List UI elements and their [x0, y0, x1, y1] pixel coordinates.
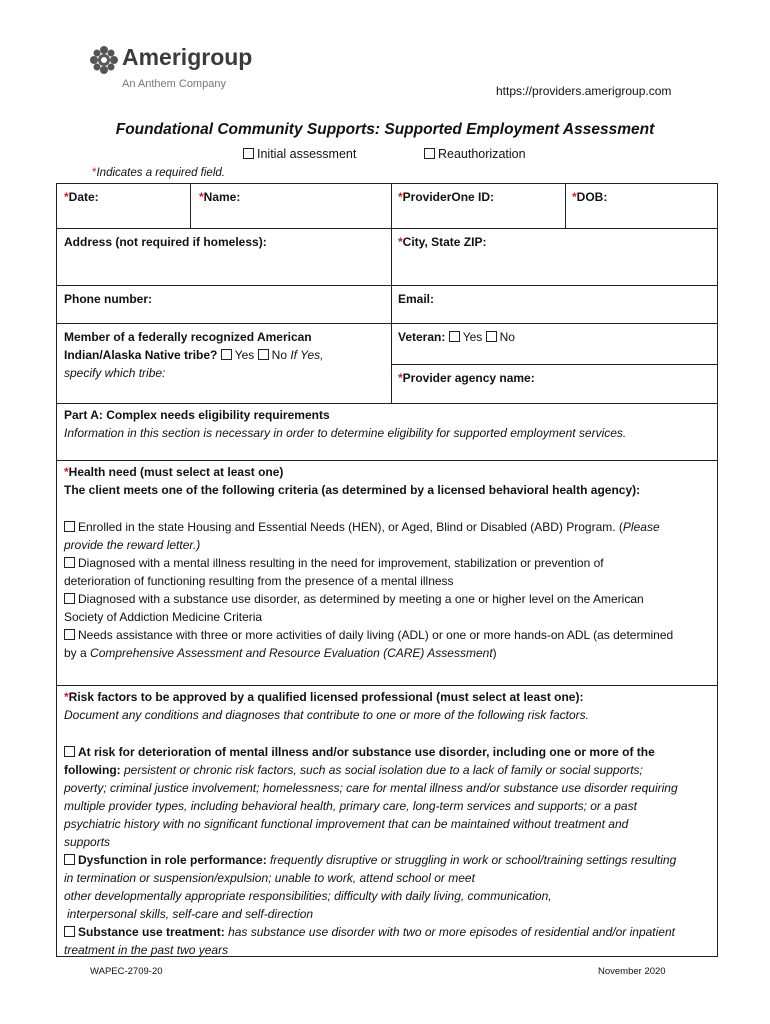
page-title: Foundational Community Supports: Supported Employment Assessment [115, 121, 655, 138]
risk-option-2[interactable]: Dysfunction in role performance: frequently disruptive or struggling in work or school/training settings resulting [64, 851, 716, 869]
checkbox[interactable] [424, 148, 435, 159]
veteran-yes-checkbox[interactable] [449, 331, 460, 342]
checkbox[interactable] [64, 629, 75, 640]
dob-field[interactable]: *DOB: [572, 190, 608, 204]
assessment-form [56, 183, 718, 957]
reauthorization-option[interactable]: Reauthorization [424, 147, 526, 161]
risk-note: Document any conditions and diagnoses that contribute to one or more of the following risk factors. [64, 708, 589, 722]
brand-name: Amerigroup [122, 44, 253, 70]
form-code: WAPEC-2709-20 [90, 966, 163, 977]
checkbox[interactable] [64, 746, 75, 757]
checkbox[interactable] [64, 521, 75, 532]
tribe-yes-checkbox[interactable] [221, 349, 232, 360]
health-option-1[interactable]: Enrolled in the state Housing and Essential Needs (HEN), or Aged, Blind or Disabled (ABD) Program. (Please [64, 518, 716, 536]
initial-assessment-option[interactable]: Initial assessment [243, 147, 356, 161]
provider-one-id-field[interactable]: *ProviderOne ID: [398, 190, 495, 204]
required-note: *Indicates a required field. [92, 167, 225, 179]
name-field[interactable]: *Name: [199, 190, 241, 204]
gear-flower-logo-icon [90, 46, 118, 74]
checkbox[interactable] [64, 593, 75, 604]
brand-tagline: An Anthem Company [122, 78, 226, 90]
form-date: November 2020 [598, 966, 666, 977]
risk-option-1[interactable]: At risk for deterioration of mental illness and/or substance use disorder, including one or more of the [64, 743, 716, 761]
tribe-no-checkbox[interactable] [258, 349, 269, 360]
health-need-section: *Health need (must select at least one) The client meets one of the following criteria (as determined by a licensed behavioral health agency): Enrolled in the state Housing and Essential Needs (HEN), or Aged, Blind or Disabled (ABD) Program. (Please provide the reward letter.) Diagnosed with a mental illness resulting in the need for improvement, stabilization or prevention of deterioration of functioning resulting from the presence of a mental illness Diagnosed with a substance use disorder, as determined by meeting a one or higher level on the American Society of Addiction Medicine Criteria Needs assistance with three or more activities of daily living (ADL) or one or more hands-on ADL (as determined by a Comprehensive Assessment and Resource Evaluation (CARE) Assessment) [64, 463, 716, 662]
phone-field[interactable]: Phone number: [64, 292, 153, 306]
checkbox[interactable] [64, 926, 75, 937]
checkbox[interactable] [243, 148, 254, 159]
address-field[interactable]: Address (not required if homeless): [64, 235, 267, 249]
veteran-no-checkbox[interactable] [486, 331, 497, 342]
health-option-2[interactable]: Diagnosed with a mental illness resulting in the need for improvement, stabilization or prevention of [64, 554, 716, 572]
date-field[interactable]: *Date: [64, 190, 99, 204]
email-field[interactable]: Email: [398, 292, 435, 306]
checkbox[interactable] [64, 854, 75, 865]
risk-factors-section: *Risk factors to be approved by a qualified licensed professional (must select at least one): Document any conditions and diagnoses that contribute to one or more of the following risk factors. At risk for deterioration of mental illness and/or substance use disorder, including one or more of the following: persistent or chronic risk factors, such as social isolation due to a lack of family or social supports; poverty; criminal justice involvement; homelessness; care for mental illness and/or substance use disorder requiring multiple provider types, including behavioral health, primary care, long-term services and supports; or a past psychiatric history with no significant functional improvement that can be maintained without treatment and supports Dysfunction in role performance: frequently disruptive or struggling in work or school/training settings resulting in termination or suspension/expulsion; unable to work, attend school or meet other developmentally appropriate responsibilities; difficulty with daily living, communication, interpersonal skills, self-care and self-direction Substance use treatment: has substance use disorder with two or more episodes of residential and/or inpatient treatment in the past two years [64, 688, 716, 959]
tribe-question: Member of a federally recognized American Indian/Alaska Native tribe? Yes No If Yes, specify which tribe: [64, 330, 324, 380]
header-url[interactable]: https://providers.amerigroup.com [496, 84, 672, 98]
part-a-note: Information in this section is necessary in order to determine eligibility for supported employment services. [64, 426, 627, 440]
part-a-title: Part A: Complex needs eligibility requirements [64, 408, 330, 422]
health-option-4[interactable]: Needs assistance with three or more activities of daily living (ADL) or one or more hands-on ADL (as determined [64, 626, 716, 644]
health-need-title: Health need (must select at least one) [68, 465, 284, 479]
veteran-field: Veteran: Yes No [398, 330, 515, 344]
risk-title: Risk factors to be approved by a qualified licensed professional (must select at least one): [68, 690, 584, 704]
health-option-3[interactable]: Diagnosed with a substance use disorder, as determined by meeting a one or higher level on the American [64, 590, 716, 608]
health-need-intro: The client meets one of the following criteria (as determined by a licensed behavioral health agency): [64, 483, 641, 497]
provider-agency-field[interactable]: *Provider agency name: [398, 371, 535, 385]
city-state-zip-field[interactable]: *City, State ZIP: [398, 235, 487, 249]
risk-option-3[interactable]: Substance use treatment: has substance use disorder with two or more episodes of residential and/or inpatient [64, 923, 716, 941]
checkbox[interactable] [64, 557, 75, 568]
part-a-section [64, 406, 714, 442]
